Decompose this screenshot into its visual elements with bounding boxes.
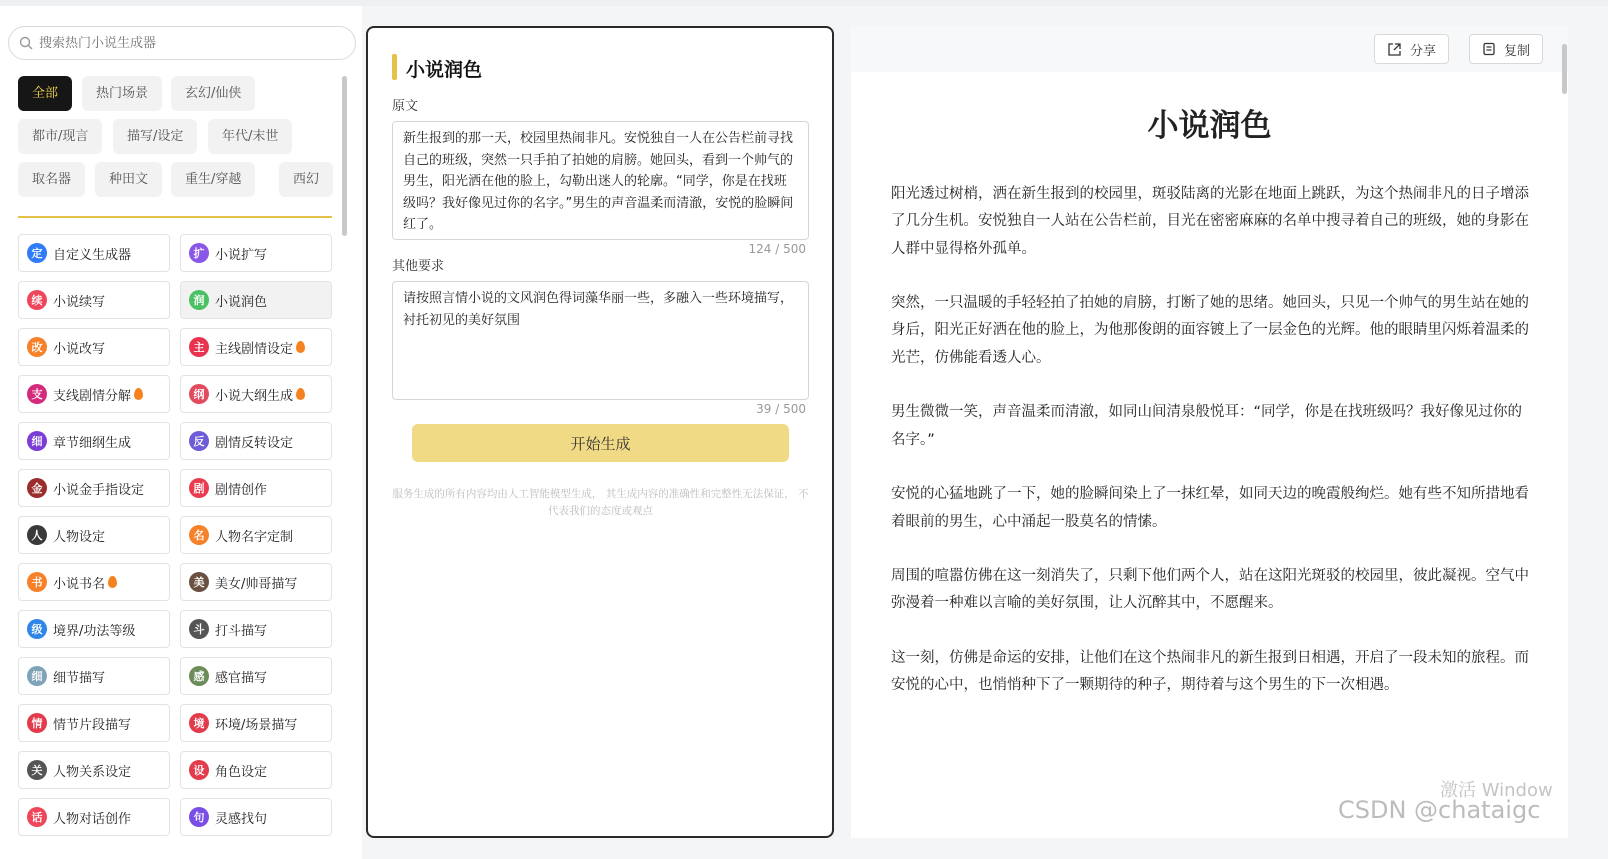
original-label: 原文 — [392, 99, 419, 114]
tool-label: 剧情反转设定 — [215, 435, 294, 451]
category-tab[interactable]: 都市/现言 — [18, 119, 102, 154]
tool-icon: 级 — [27, 619, 47, 639]
watermark-activate-windows: 激活 Window — [1440, 780, 1553, 801]
copy-button[interactable] — [1469, 34, 1543, 64]
tool-label: 人物设定 — [53, 529, 106, 545]
tool-icon: 话 — [27, 807, 47, 827]
tool-label: 剧情创作 — [215, 482, 268, 498]
tool-label: 人物对话创作 — [53, 811, 132, 827]
tool-icon: 斗 — [189, 619, 209, 639]
category-tab[interactable]: 种田文 — [95, 162, 162, 197]
tool-icon: 境 — [189, 713, 209, 733]
result-paragraph: 男生微微一笑，声音温柔而清澈，如同山间清泉般悦耳：“同学，你是在找班级吗？我好像见过你的名字。” — [891, 404, 1523, 448]
tool-item[interactable] — [180, 798, 332, 836]
share-button[interactable] — [1374, 34, 1449, 64]
panel-title: 小说润色 — [406, 59, 483, 81]
tool-label: 细节描写 — [53, 670, 106, 686]
category-tab[interactable]: 玄幻/仙侠 — [171, 76, 255, 111]
tool-icon: 情 — [27, 713, 47, 733]
tool-icon: 扩 — [189, 243, 209, 263]
tool-icon: 剧 — [189, 478, 209, 498]
share-label: 分享 — [1410, 43, 1437, 59]
tool-label: 支线剧情分解 — [53, 388, 132, 404]
tool-label: 打斗描写 — [215, 623, 268, 639]
tool-icon: 续 — [27, 290, 47, 310]
input-panel — [366, 26, 834, 838]
category-tab[interactable]: 西幻 — [279, 162, 333, 197]
sidebar — [0, 6, 362, 859]
hot-flame-icon — [296, 388, 305, 400]
tool-label: 小说扩写 — [215, 247, 268, 263]
tool-item[interactable] — [180, 657, 332, 695]
tool-label: 境界/功法等级 — [53, 623, 136, 639]
tool-label: 感官描写 — [215, 670, 268, 686]
disclaimer-text: 服务生成的所有内容均由人工智能模型生成， 其生成内容的准确性和完整性无法保证， 不代表我们的态度或观点 — [392, 488, 809, 517]
result-title: 小说润色 — [1147, 108, 1272, 144]
tool-label: 小说改写 — [53, 341, 106, 357]
tool-item[interactable] — [180, 469, 332, 507]
tool-label: 主线剧情设定 — [215, 341, 294, 357]
category-tab[interactable]: 年代/末世 — [208, 119, 292, 154]
tool-item[interactable] — [18, 234, 170, 272]
category-tab[interactable]: 描写/设定 — [113, 119, 197, 154]
tool-item[interactable] — [180, 281, 332, 319]
result-paragraph: 安悦的心猛地跳了一下，她的脸瞬间染上了一抹红晕，如同天边的晚霞般绚烂。她有些不知所措地看着眼前的男生，心中涌起一股莫名的情愫。 — [891, 486, 1529, 530]
share-icon — [1387, 42, 1402, 57]
generate-button[interactable]: 开始生成 — [412, 424, 789, 462]
category-tab[interactable]: 重生/穿越 — [171, 162, 255, 197]
tool-label: 章节细纲生成 — [53, 435, 132, 451]
sidebar-scrollbar[interactable] — [342, 76, 347, 236]
tool-item[interactable] — [18, 328, 170, 366]
tool-icon: 反 — [189, 431, 209, 451]
result-body — [891, 181, 1531, 727]
tool-item[interactable] — [18, 469, 170, 507]
tool-icon: 细 — [27, 431, 47, 451]
category-tab[interactable]: 取名器 — [18, 162, 85, 197]
result-paragraph: 突然，一只温暖的手轻轻拍了拍她的肩膀，打断了她的思绪。她回头，只见一个帅气的男生站在她的身后，阳光正好洒在他的脸上，为他那俊朗的面容镀上了一层金色的光辉。他的眼睛里闪烁着温柔的光芒，仿佛能看透人心。 — [891, 295, 1529, 366]
tool-item[interactable] — [18, 610, 170, 648]
result-toolbar — [851, 26, 1568, 72]
result-scrollbar[interactable] — [1562, 44, 1567, 94]
tool-item[interactable] — [180, 375, 332, 413]
tool-item[interactable] — [18, 375, 170, 413]
original-textarea[interactable] — [392, 121, 809, 240]
tool-icon: 定 — [27, 243, 47, 263]
tool-icon: 纲 — [189, 384, 209, 404]
tool-label: 小说书名 — [53, 576, 106, 592]
result-paragraph: 阳光透过树梢，洒在新生报到的校园里，斑驳陆离的光影在地面上跳跃，为这个热闹非凡的日子增添了几分生机。安悦独自一人站在公告栏前，目光在密密麻麻的名单中搜寻着自己的班级，她的身影在人群中显得格外孤单。 — [891, 186, 1529, 257]
search-icon — [19, 36, 33, 50]
tool-label: 人物关系设定 — [53, 764, 132, 780]
tool-icon: 关 — [27, 760, 47, 780]
tool-label: 美女/帅哥描写 — [215, 576, 298, 592]
copy-icon — [1482, 42, 1496, 56]
tool-item[interactable] — [180, 516, 332, 554]
tool-item[interactable] — [180, 422, 332, 460]
original-char-count: 124 / 500 — [748, 242, 806, 256]
other-requirements-textarea[interactable] — [392, 281, 809, 400]
tool-label: 小说续写 — [53, 294, 106, 310]
tool-icon: 润 — [189, 290, 209, 310]
result-paragraph: 这一刻，仿佛是命运的安排，让他们在这个热闹非凡的新生报到日相遇，开启了一段未知的旅程。而安悦的心中，也悄悄种下了一颗期待的种子，期待着与这个男生的下一次相遇。 — [891, 650, 1529, 694]
other-char-count: 39 / 500 — [756, 402, 806, 416]
tool-item[interactable] — [180, 704, 332, 742]
search-box[interactable] — [8, 26, 356, 60]
category-tab-all[interactable]: 全部 — [18, 76, 72, 111]
result-panel — [851, 26, 1568, 838]
category-tab[interactable]: 热门场景 — [82, 76, 162, 111]
copy-label: 复制 — [1504, 43, 1531, 59]
tool-label: 情节片段描写 — [53, 717, 132, 733]
tool-icon: 设 — [189, 760, 209, 780]
tool-icon: 名 — [189, 525, 209, 545]
watermark-csdn: CSDN @chataigc — [1338, 796, 1541, 824]
tool-label: 角色设定 — [215, 764, 268, 780]
tool-label: 小说金手指设定 — [53, 482, 145, 498]
tool-icon: 金 — [27, 478, 47, 498]
hot-flame-icon — [296, 341, 305, 353]
tool-icon: 美 — [189, 572, 209, 592]
tool-item[interactable] — [18, 422, 170, 460]
tool-label: 环境/场景描写 — [215, 717, 298, 733]
tool-item[interactable] — [18, 704, 170, 742]
tool-icon: 句 — [189, 807, 209, 827]
other-requirements-label: 其他要求 — [392, 259, 445, 274]
tool-label: 小说润色 — [215, 294, 268, 310]
tool-item[interactable] — [180, 234, 332, 272]
category-divider — [18, 216, 332, 218]
tool-item[interactable] — [18, 516, 170, 554]
tool-icon: 书 — [27, 572, 47, 592]
tool-item[interactable] — [18, 798, 170, 836]
tool-icon: 感 — [189, 666, 209, 686]
tool-label: 人物名字定制 — [215, 529, 294, 545]
tool-icon: 人 — [27, 525, 47, 545]
tool-icon: 改 — [27, 337, 47, 357]
tool-item[interactable] — [18, 751, 170, 789]
tool-item[interactable] — [180, 563, 332, 601]
tool-item[interactable] — [18, 657, 170, 695]
tool-label: 小说大纲生成 — [215, 388, 294, 404]
tool-label: 灵感找句 — [215, 811, 268, 827]
result-paragraph: 周围的喧嚣仿佛在这一刻消失了，只剩下他们两个人，站在这阳光斑驳的校园里，彼此凝视。空气中弥漫着一种难以言喻的美好氛围，让人沉醉其中，不愿醒来。 — [891, 568, 1529, 612]
hot-flame-icon — [108, 576, 117, 588]
tool-item[interactable] — [180, 610, 332, 648]
tool-item[interactable] — [18, 281, 170, 319]
title-accent-bar — [392, 54, 397, 80]
tool-label: 自定义生成器 — [53, 247, 132, 263]
tool-item[interactable] — [180, 751, 332, 789]
tool-icon: 支 — [27, 384, 47, 404]
tool-item[interactable] — [180, 328, 332, 366]
tool-icon: 主 — [189, 337, 209, 357]
tool-icon: 细 — [27, 666, 47, 686]
search-input[interactable] — [39, 36, 329, 51]
tool-item[interactable] — [18, 563, 170, 601]
hot-flame-icon — [134, 388, 143, 400]
